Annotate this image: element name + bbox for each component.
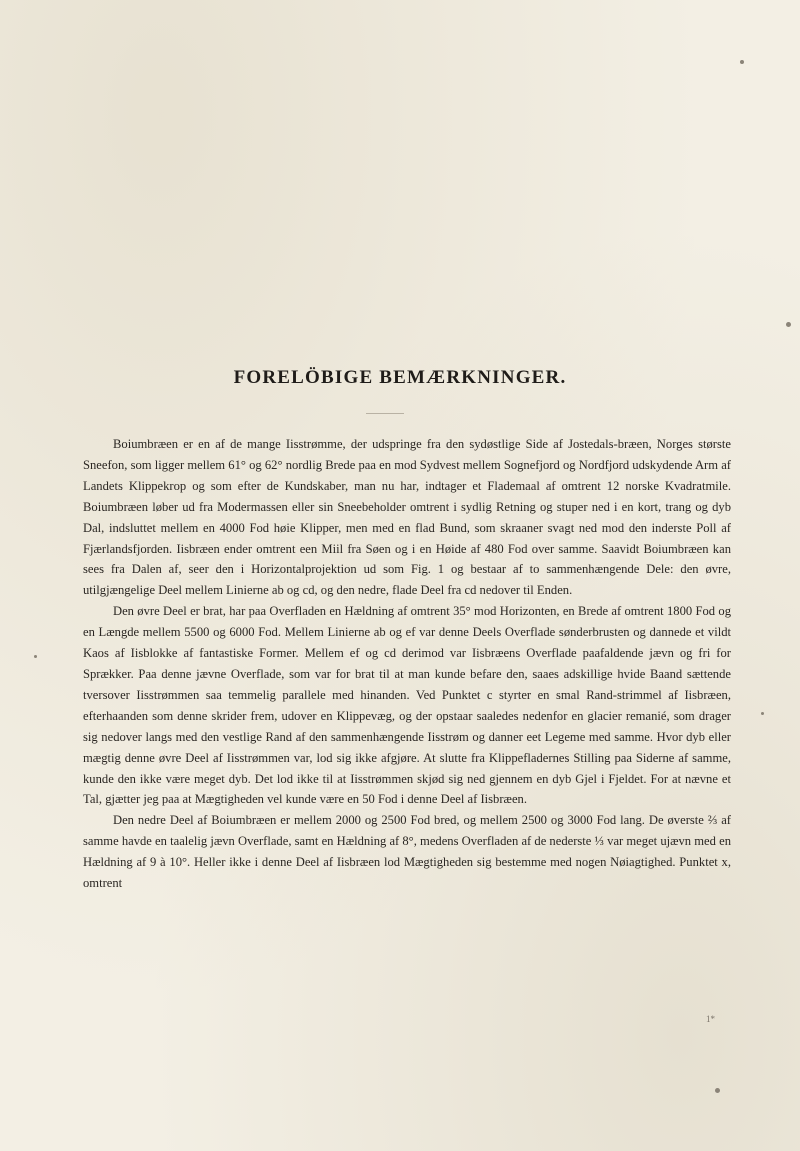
paper-speck [34, 655, 37, 658]
paper-speck [761, 712, 764, 715]
title-divider [366, 413, 404, 414]
paragraph-2: Den øvre Deel er brat, har paa Overfladen en Hældning af omtrent 35° mod Horizonten, en Brede af omtrent 1800 Fod og en Længde mellem 5500 og 6000 Fod. Mellem Linierne ab og ef var denne Deels Overflade sønderbrusten og dannede et vildt Kaos af Iisblokke af fantastiske Former. Mellem ef og cd derimod var Iisbræens Overflade paafaldende jævn og fri for Sprækker. Paa denne jævne Overflade, som var for brat til at man kunde befare den, saaes adskillige hvide Baand sættende tversover Iisstrømmen saa temmelig parallele med hinanden. Ved Punktet c styrter en smal Rand-strimmel af Iisbræen, efterhaanden som denne skrider frem, udover en Klippevæg, og der opstaar saaledes nedenfor en glacier remanié, som drager sig nedover langs med den vestlige Rand af den sammenhængende Iisstrøm og danner eet Legeme med samme. Hvor dyb eller mægtig denne øvre Deel af Iisstrømmen var, lod sig ikke afgjøre. At slutte fra Klippefladernes Stilling paa Siderne af samme, kunde den ikke være meget dyb. Det lod ikke til at Iisstrømmen skjød sig ned gjennem en dyb Gjel i Fjeldet. For at nævne et Tal, gjætter jeg paa at Mægtigheden vel kunde være en 50 Fod i denne Deel af Iisbræen. [83, 604, 731, 807]
paper-speck [715, 1088, 720, 1093]
page-title: FORELÖBIGE BEMÆRKNINGER. [233, 367, 567, 388]
paragraph-3: Den nedre Deel af Boiumbræen er mellem 2000 og 2500 Fod bred, og mellem 2500 og 3000 Fod lang. De øverste ⅔ af samme havde en taalelig jævn Overflade, samt en Hældning af 8°, medens Overfladen af de nederste ⅓ var meget ujævn med en Hældning af 9 à 10°. Heller ikke i denne Deel af Iisbræen lod Mægtigheden sig bestemme med nogen Nøiagtighed. Punktet x, omtrent [83, 813, 731, 891]
paper-speck [740, 60, 744, 64]
paper-speck [786, 322, 791, 327]
body-text [83, 434, 731, 894]
paragraph-1: Boiumbræen er en af de mange Iisstrømme, der udspringe fra den sydøstlige Side af Jostedals-bræen, Norges største Sneefon, som ligger mellem 61° og 62° nordlig Brede paa en mod Sydvest mellem Sognefjord og Nordfjord udskydende Arm af Landets Klippekrop og som efter de Kundskaber, man nu har, indtager et Flademaal af omtrent 12 norske Kvadratmile. Boiumbræen løber ud fra Modermassen eller sin Sneebeholder omtrent i sydlig Retning og stuper ned i en kort, trang og dyb Dal, indsluttet mellem en 4000 Fod høie Klipper, men med en flad Bund, som skraaner svagt ned mod den inderste Poll af Fjærlandsfjorden. Iisbræen ender omtrent een Miil fra Søen og i en Høide af 480 Fod over samme. Saavidt Boiumbræen kan sees fra Dalen af, seer den i Horizontalprojektion ud som Fig. 1 og bestaar af to sammenhængende Dele: den øvre, utilgjængelige Deel mellem Linierne ab og cd, og den nedre, flade Deel fra cd nedover til Enden. [83, 437, 731, 598]
signature-mark: 1* [706, 1014, 715, 1024]
